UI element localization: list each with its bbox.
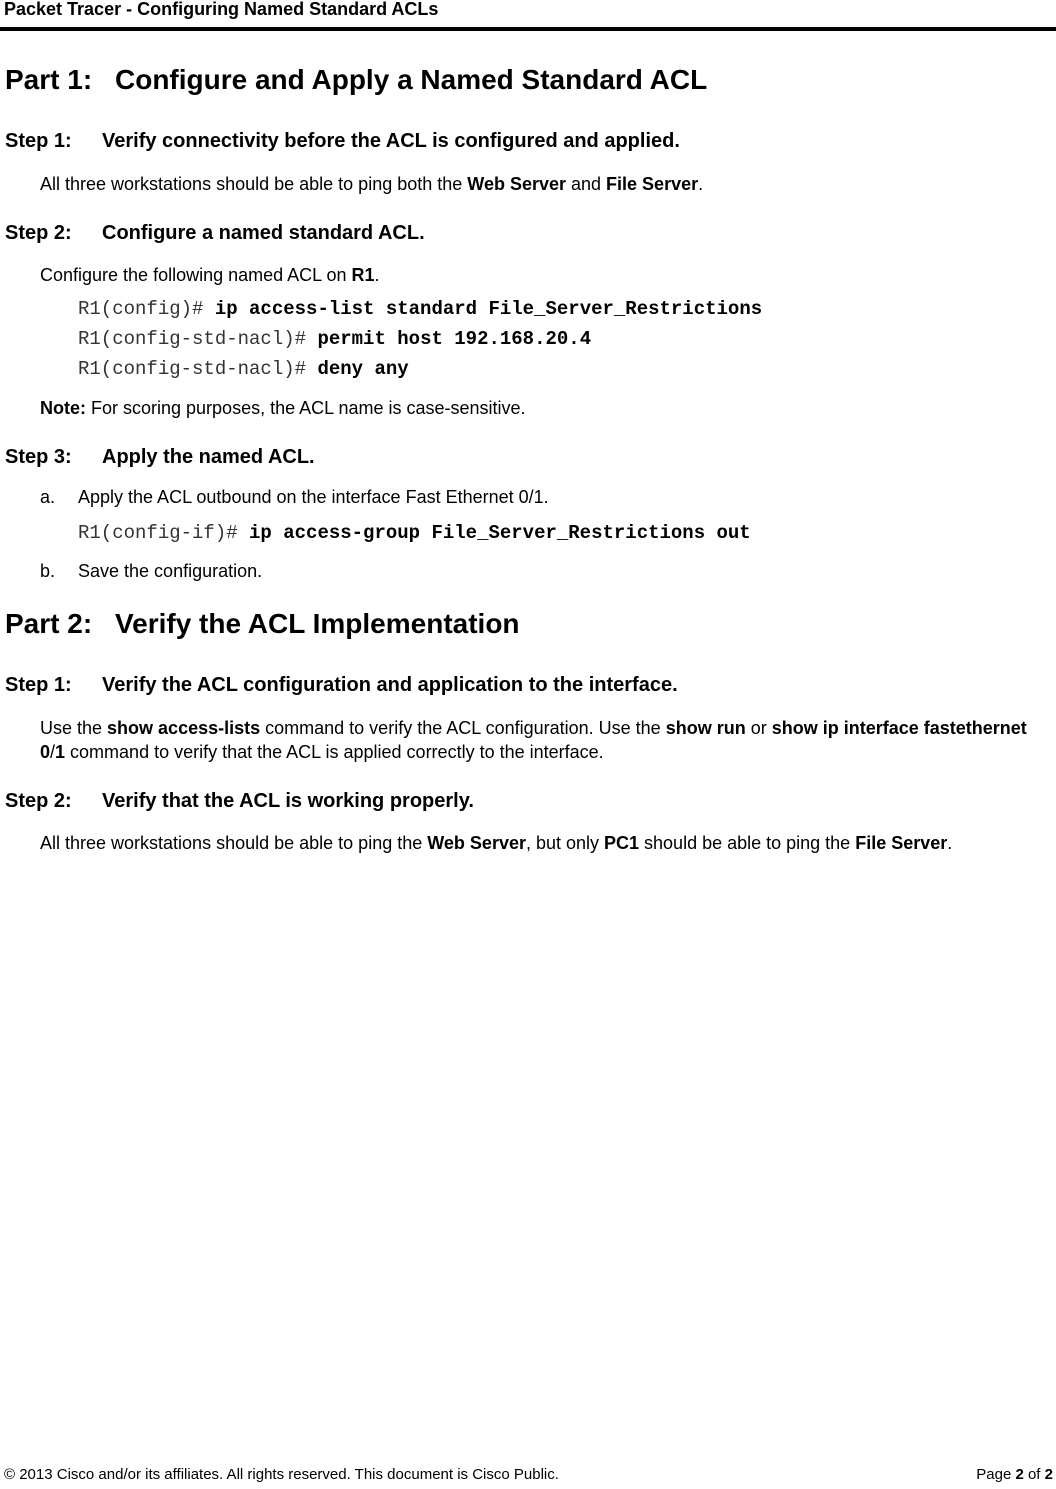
p2-step2-heading — [5, 790, 474, 813]
text: or — [745, 718, 772, 738]
page-total: 2 — [1044, 1466, 1053, 1483]
p2-step2-text — [40, 831, 1030, 855]
p2-step1-text — [40, 716, 1030, 764]
code-prompt: R1(config)# — [78, 298, 215, 320]
document-title: Packet Tracer - Configuring Named Standard ACLs — [4, 0, 439, 19]
note-text: For scoring purposes, the ACL name is case-sensitive. — [86, 398, 526, 418]
part1-heading — [5, 64, 707, 96]
text: . — [374, 265, 380, 285]
step-number: Step 2: — [5, 790, 72, 812]
code-command: permit host 192.168.20.4 — [317, 328, 592, 350]
p1-step2-text — [40, 263, 1030, 287]
code-command: deny any — [317, 358, 409, 380]
text: should be able to ping the — [639, 833, 856, 853]
part2-title: Verify the ACL Implementation — [115, 608, 520, 639]
bold-text: Web Server — [427, 833, 526, 853]
code-line — [78, 328, 591, 350]
note — [40, 396, 1030, 420]
code-line — [78, 522, 751, 544]
step-title: Verify that the ACL is working properly. — [102, 790, 474, 812]
text: All three workstations should be able to ping the — [40, 833, 428, 853]
substep-a — [40, 487, 549, 508]
substep-b — [40, 561, 262, 582]
page-current: 2 — [1015, 1466, 1024, 1483]
bold-text: PC1 — [604, 833, 640, 853]
text: . — [698, 174, 704, 194]
step-number: Step 1: — [5, 674, 72, 696]
text: All three workstations should be able to ping both the — [40, 174, 468, 194]
text: and — [566, 174, 607, 194]
step-title: Verify the ACL configuration and application to the interface. — [102, 674, 678, 696]
page-label: Page — [976, 1466, 1016, 1483]
part2-heading — [5, 608, 520, 640]
p1-step1-text — [40, 172, 1030, 196]
code-command: ip access-list standard File_Server_Restrictions — [214, 298, 763, 320]
text: . — [947, 833, 953, 853]
step-title: Verify connectivity before the ACL is configured and applied. — [102, 130, 680, 152]
text: command to verify the ACL configuration. Use the — [260, 718, 666, 738]
code-prompt: R1(config-std-nacl)# — [78, 328, 318, 350]
copyright-footer: © 2013 Cisco and/or its affiliates. All rights reserved. This document is Cisco Public. — [4, 1466, 559, 1483]
part1-number: Part 1: — [5, 64, 93, 95]
p1-step1-heading — [5, 130, 680, 153]
text: command to verify that the ACL is applied correctly to the interface. — [65, 742, 604, 762]
substep-label: a. — [40, 487, 56, 507]
bold-text: show access-lists — [107, 718, 261, 738]
code-command: ip access-group File_Server_Restrictions out — [249, 522, 751, 544]
bold-text: File Server — [606, 174, 699, 194]
text: / — [50, 742, 56, 762]
bold-text: show ip interface fastethernet 0 — [40, 718, 1027, 762]
bold-text: Web Server — [467, 174, 566, 194]
text: , but only — [525, 833, 605, 853]
text: Use the — [40, 718, 108, 738]
bold-text: File Server — [855, 833, 948, 853]
page-of: of — [1023, 1466, 1045, 1483]
part1-title: Configure and Apply a Named Standard ACL — [115, 64, 708, 95]
p1-step2-heading — [5, 222, 425, 245]
code-prompt: R1(config-std-nacl)# — [78, 358, 318, 380]
code-prompt: R1(config-if)# — [78, 522, 250, 544]
code-line — [78, 358, 409, 380]
document-header — [0, 0, 1056, 31]
step-title: Apply the named ACL. — [102, 446, 315, 468]
p2-step1-heading — [5, 674, 678, 697]
p1-step3-heading — [5, 446, 315, 469]
step-number: Step 3: — [5, 446, 72, 468]
bold-text: 1 — [55, 742, 66, 762]
step-number: Step 2: — [5, 222, 72, 244]
part2-number: Part 2: — [5, 608, 93, 639]
note-label: Note: — [40, 398, 86, 418]
bold-text: R1 — [351, 265, 375, 285]
page-number — [976, 1466, 1053, 1483]
code-line — [78, 298, 762, 320]
substep-text: Apply the ACL outbound on the interface Fast Ethernet 0/1. — [78, 487, 549, 507]
bold-text: show run — [665, 718, 746, 738]
step-number: Step 1: — [5, 130, 72, 152]
step-title: Configure a named standard ACL. — [102, 222, 425, 244]
substep-text: Save the configuration. — [78, 561, 263, 581]
text: Configure the following named ACL on — [40, 265, 352, 285]
substep-label: b. — [40, 561, 56, 581]
